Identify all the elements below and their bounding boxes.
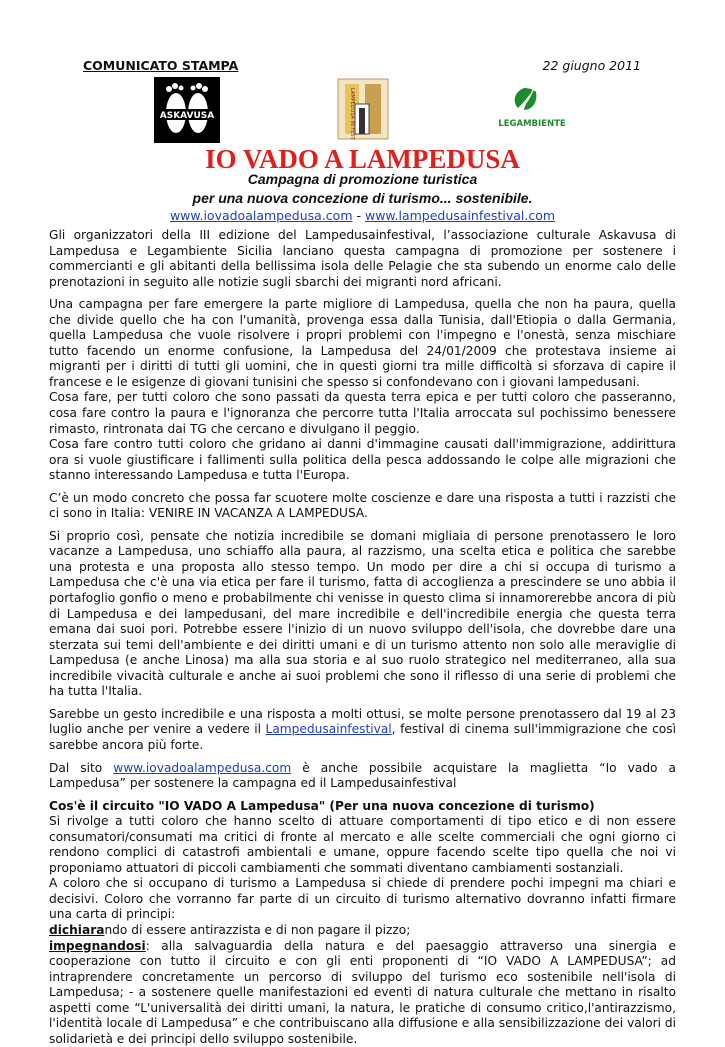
website-links <box>0 208 725 224</box>
paragraph-3: Cosa fare, per tutti coloro che sono passati da questa terra epica e per tutti coloro che passeranno, cosa fare contro la paura e l'ignoranza che percorre tutta l'Italia arroccata sul pochissimo benessere rimasto, rintronata dai TG che cercano e divulgano il peggio. <box>49 390 676 436</box>
legambiente-logo <box>494 84 570 130</box>
press-release-body <box>49 228 676 1047</box>
paragraph-7-text-b: , festival di cinema sull'immigrazione che così sarebbe ancora più forte. <box>49 722 676 752</box>
section-heading: Cos'è il circuito "IO VADO A Lampedusa" (Per una nuova concezione di turismo) <box>49 798 595 813</box>
askavusa-logo-text: ASKAVUSA <box>159 111 215 121</box>
paragraph-11 <box>49 923 676 939</box>
paragraph-10: A coloro che si occupano di turismo a Lampedusa si chiede di prendere pochi impegni ma chiari e decisivi. Coloro che vorranno far parte di un circuito di turismo alternativo dovranno infatti firmare una carta di principi: <box>49 876 676 922</box>
paragraph-4: Cosa fare contro tutti coloro che gridano ai danni d'immagine causati dall'immigrazione, addirittura ora si vuole giustificare i fallimenti sulla politica della pesca addossando le colpe alle migrazioni che stanno interessando Lampedusa e tutta l'Europa. <box>49 437 676 483</box>
askavusa-logo <box>154 77 220 143</box>
link-festival-inline[interactable]: Lampedusainfestival <box>265 722 392 737</box>
header <box>83 58 641 76</box>
link-site-inline[interactable]: www.iovadoalampedusa.com <box>113 760 292 775</box>
press-release-label: COMUNICATO STAMPA <box>83 58 239 73</box>
link-separator: - <box>352 208 365 223</box>
paragraph-1: Gli organizzatori della III edizione del Lampedusainfestival, l’associazione culturale Askavusa di Lampedusa e Legambiente Sicilia lanciano questa campagna di promozione per sostenere i commercianti e gli abitanti della bellissima isola delle Pelagie che sta subendo un enorme calo delle prenotazioni in seguito alle notizie sugli sbarchi dei migranti nord africani. <box>49 228 676 289</box>
page-title: IO VADO A LAMPEDUSA <box>205 144 520 174</box>
lampedusa-festival-logo <box>337 78 389 140</box>
link-lampedusainfestival[interactable]: www.lampedusainfestival.com <box>364 208 556 223</box>
paragraph-2: Una campagna per fare emergere la parte migliore di Lampedusa, quella che non ha paura, quella che divide quello che ha con l'umanità, provenga essa dalla Tunisia, dall'Etiopia o dalla Germania, quella Lampedusa che vuole risolvere i propri problemi con l'impegno e l'onestà, senza mischiare tutto facendo un enorme confusione, la Lampedusa del 24/01/2009 che protestava insieme ai migranti per i diritti di tutti gli uomini, che in questi giorni tra mille difficoltà si sforzava di capire il francese e le esigenze di giovani tunisini che spesso si confondevano con i giovani lampedusani. <box>49 297 676 389</box>
date: 22 giugno 2011 <box>542 58 641 73</box>
paragraph-5: C’è un modo concreto che possa far scuotere molte coscienze e dare una risposta a tutti i razzisti che ci sono in Italia: VENIRE IN VACANZA A LAMPEDUSA. <box>49 490 676 521</box>
dichiara-term: dichiara <box>49 922 105 937</box>
festival-logo-text: LAMPEDUSA IN FESTIVAL <box>349 88 355 140</box>
paragraph-7-text-a: Sarebbe un gesto incredibile e una risposta a molti ottusi, se molte persone prenotassero dal 19 al 23 luglio anche per venire a vedere il <box>49 706 676 737</box>
legambiente-logo-text: LEGAMBIENTE <box>498 119 566 129</box>
subtitle-2: per una nuova concezione di turismo... sostenibile. <box>192 190 533 206</box>
paragraph-8-text-b: è anche possibile acquistare la maglietta “Io vado a Lampedusa” per sostenere la campagna ed il Lampedusainfestival <box>49 760 676 791</box>
paragraph-12-text: : alla salvaguardia della natura e del paesaggio attraverso una sinergia e cooperazione con tutto il circuito e con gli enti proponenti di “IO VADO A LAMPEDUSA”; ad intraprendere concretamente un percorso di sviluppo del turismo eco sostenibile nell'isola di Lampedusa; - a sostenere quelle manifestazioni ed eventi di natura culturale che mettano in risalto aspetti come “L'universalità dei diritti umani, la natura, le pratiche di consumo critico,l'antirazzismo, l'identità locale di Lampedusa” e che contribuiscano alla diffusione e alla sensibilizzazione dei valori di solidarietà e dei principi dello sviluppo sostenibile. <box>49 938 676 1046</box>
paragraph-11-text: ndo di essere antirazzista e di non pagare il pizzo; <box>104 922 411 937</box>
paragraph-8 <box>49 761 676 792</box>
subtitle-1: Campagna di promozione turistica <box>247 171 478 187</box>
paragraph-7 <box>49 707 676 754</box>
link-iovadoalampedusa[interactable]: www.iovadoalampedusa.com <box>169 208 353 223</box>
impegnandosi-term: impegnandosi <box>49 938 146 953</box>
paragraph-9: Si rivolge a tutti coloro che hanno scelto di attuare comportamenti di tipo etico e di non essere consumatori/consumati ma critici di fronte al mercato e alle scelte commerciali che ogni giorno ci rendono complici di catastrofi ambientali e umane, oppure facendo scelte tipo quella che noi vi proponiamo attuatori di piccoli cambiamenti che sommati diventano cambiamenti sostanziali. <box>49 814 676 875</box>
paragraph-12 <box>49 939 676 1047</box>
paragraph-6: Si proprio così, pensate che notizia incredibile se domani migliaia di persone prenotassero le loro vacanze a Lampedusa, uno schiaffo alla paura, al razzismo, una scelta etica e politica che sarebbe una protesta e una proposta allo stesso tempo. Un modo per dire a chi si occupa di turismo a Lampedusa che c'è una via etica per fare il turismo, fatta di accoglienza a prescindere se uno abbia il portafoglio gonfio o meno e probabilmente chi venisse in questo clima si innamorerebbe ancora di più di Lampedusa e dei lampedusani, del mare incredibile e dell'incredibile energia che questa terra emana dai suoi pori. Potrebbe essere l'inizio di un nuovo sviluppo dell'isola, che dovrebbe dare una sterzata sui temi dell'ambiente e dei diritti umani e di un turismo attento non solo alle meraviglie di Lampedusa (e anche Linosa) ma alla sua storia e al suo ruolo strategico nel mediterraneo, alla sua incredibile vivacità culturale e anche ai suoi problemi che sono il riflesso di una serie di problemi che ha tutta l'Italia. <box>49 528 676 699</box>
paragraph-8-text-a: Dal sito <box>49 760 114 775</box>
